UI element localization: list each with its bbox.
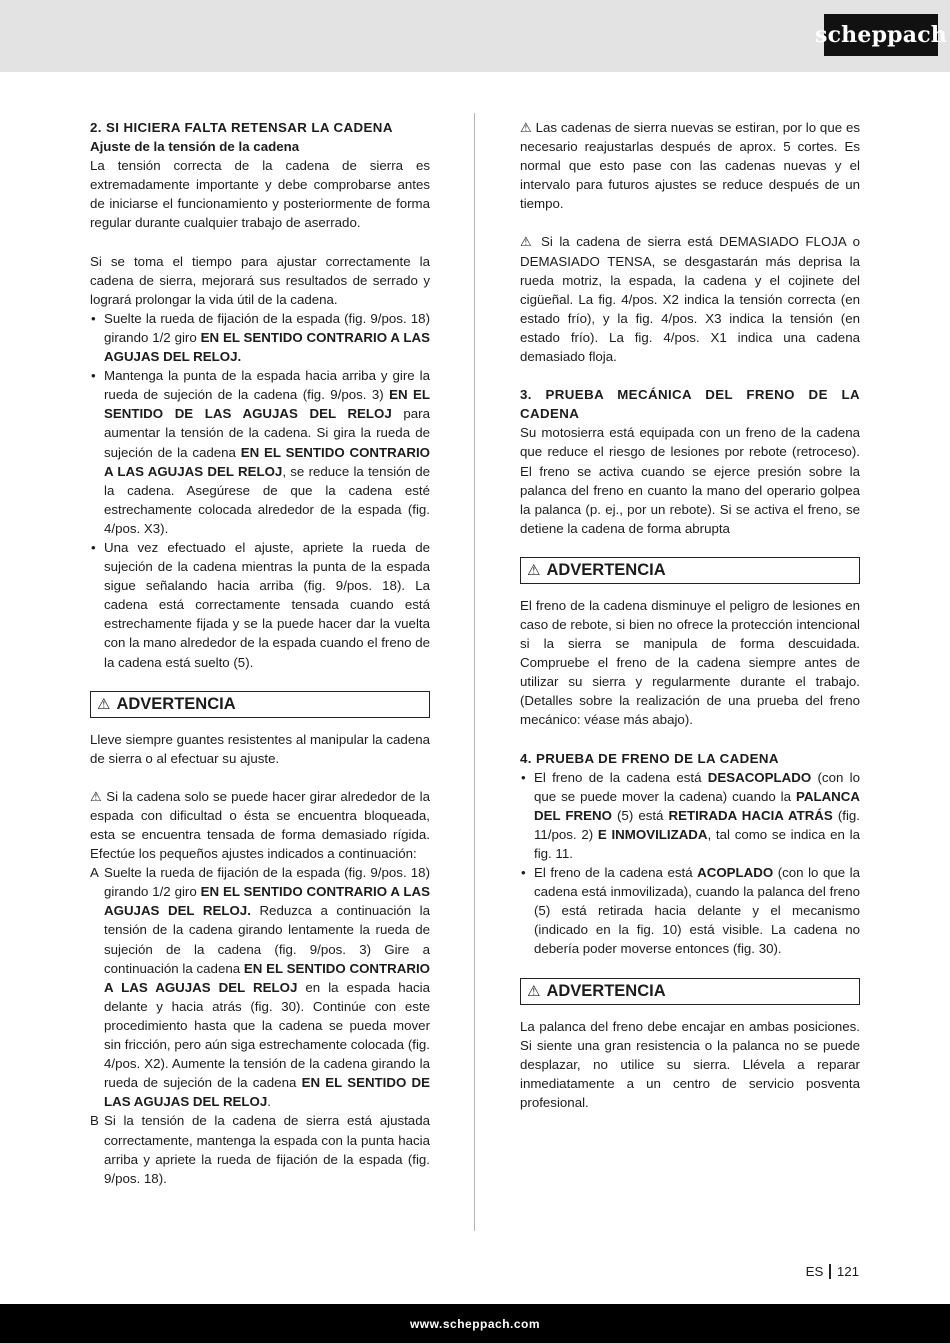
list-item: • Mantenga la punta de la espada hacia arriba y gire la rueda de sujeción de la cadena (fig. 9/pos. 3) EN EL SENTIDO DE LAS AGUJAS DEL RELOJ para aumentar la tensión de la cadena. Si gira la rueda de sujeción de la cadena EN EL SENTIDO CONTRARIO A LAS AGUJAS DEL RELOJ, se reduce la tensión de la cadena. Asegúrese de que la cadena esté estrechamente colocada alrededor de la espada (fig. 4/pos. X3).	[90, 366, 430, 538]
paragraph: ⚠ Si la cadena solo se puede hacer girar alrededor de la espada con dificultad o ésta se encuentra bloqueada, esta se encuentra tensada de forma demasiado rígida. Efectúe los pequeños ajustes indicados a continuación:	[90, 788, 431, 862]
section-3-title: 3. PRUEBA MECÁNICA DEL FRENO DE LA CADENA	[520, 387, 860, 422]
paragraph: Lleve siempre guantes resistentes al manipular la cadena de sierra o al efectuar su ajuste.	[90, 731, 430, 766]
right-column	[520, 118, 860, 1112]
section-2-subtitle: Ajuste de la tensión de la cadena	[90, 139, 300, 155]
paragraph: La tensión correcta de la cadena de sierra es extremadamente importante y debe comprobarse antes de iniciarse el funcionamiento y posteriormente de forma regular durante cualquier trabajo de aserrado.	[90, 158, 430, 231]
list-item: A Suelte la rueda de fijación de la espada (fig. 9/pos. 18) girando 1/2 giro EN EL SENTIDO CONTRARIO A LAS AGUJAS DEL RELOJ. Reduzca a continuación la tensión de la cadena girando lentamente la rueda de sujeción de la cadena (fig. 9/pos. 3) Gire a continuación la cadena EN EL SENTIDO CONTRARIO A LAS AGUJAS DEL RELOJ en la espada hacia delante y hacia atrás (fig. 30). Continúe con este procedimiento hasta que la cadena se pueda mover sin fricción, pero aún siga estrechamente colocada (fig. 4/pos. X2). Aumente la tensión de la cadena girando la rueda de sujeción de la cadena EN EL SENTIDO DE LAS AGUJAS DEL RELOJ.	[90, 865, 430, 1110]
warning-icon: ⚠	[520, 120, 532, 135]
list-item: • Una vez efectuado el ajuste, apriete la rueda de sujeción de la cadena mientras la punta de la espada sigue señalando hacia arriba (fig. 9/pos. 18). La cadena está correctamente tensada cuando está estrechamente fijada y se la puede hacer dar la vuelta con la mano alrededor de la espada cuando el freno de la cadena está suelto (5).	[90, 538, 430, 672]
page-number: ES 121	[805, 1264, 859, 1279]
warning-icon: ⚠	[97, 695, 111, 713]
header-band	[0, 0, 950, 72]
warning-icon: ⚠	[90, 788, 103, 804]
warning-box: ⚠ ADVERTENCIA	[90, 691, 430, 718]
paragraph: ⚠ Las cadenas de sierra nuevas se estiran, por lo que es necesario reajustarlas después de aprox. 5 cortes. Es normal que esto pase con las cadenas nuevas y el intervalo para futuros ajustes se reduce después de un tiempo.	[520, 120, 860, 212]
footer-bar	[0, 1304, 950, 1343]
website-link[interactable]: www.scheppach.com	[409, 1316, 541, 1331]
paragraph: La palanca del freno debe encajar en ambas posiciones. Si siente una gran resistencia o la palanca no se puede desplazar, no utilice su sierra. Llévela a reparar inmediatamente a un centro de servicio posventa profesional.	[520, 1018, 860, 1110]
warning-box: ⚠ ADVERTENCIA	[520, 978, 860, 1005]
section-4-title: 4. PRUEBA DE FRENO DE LA CADENA	[520, 750, 779, 766]
bullet-list	[520, 768, 860, 959]
warning-icon: ⚠	[527, 561, 541, 579]
warning-icon: ⚠	[527, 982, 541, 1000]
bullet-list	[90, 309, 430, 672]
column-divider	[474, 113, 475, 1231]
warning-icon: ⚠	[520, 234, 535, 250]
list-item: • Suelte la rueda de fijación de la espada (fig. 9/pos. 18) girando 1/2 giro EN EL SENTIDO CONTRARIO A LAS AGUJAS DEL RELOJ.	[90, 309, 430, 366]
brand-logo: scheppach	[824, 14, 938, 56]
list-item: B Si la tensión de la cadena de sierra está ajustada correctamente, mantenga la espada con la punta hacia arriba y apriete la rueda de fijación de la espada (fig. 9/pos. 18).	[90, 1113, 430, 1186]
warning-box: ⚠ ADVERTENCIA	[520, 557, 860, 584]
lettered-list	[90, 863, 430, 1188]
left-column	[90, 118, 430, 1188]
paragraph: Si se toma el tiempo para ajustar correctamente la cadena de sierra, mejorará sus resultados de serrado y logrará prolongar la vida útil de la cadena.	[90, 253, 430, 307]
list-item: • El freno de la cadena está DESACOPLADO (con lo que se puede mover la cadena) cuando la PALANCA DEL FRENO (5) está RETIRADA HACIA ATRÁS (fig. 11/pos. 2) E INMOVILIZADA, tal como se indica en la fig. 11.	[520, 768, 860, 863]
list-item: • El freno de la cadena está ACOPLADO (con lo que la cadena está inmovilizada), cuando la palanca del freno (5) está retirada hacia delante y el mecanismo (indicado en la fig. 10) está visible. La cadena no debería poder moverse entonces (fig. 30).	[520, 863, 860, 958]
section-2-title: 2. SI HICIERA FALTA RETENSAR LA CADENA	[90, 120, 393, 135]
paragraph: El freno de la cadena disminuye el peligro de lesiones en caso de rebote, si bien no ofrece la protección intencional si la sierra se manipula de forma descuidada. Compruebe el freno de la cadena siempre antes de utilizar su sierra y regularmente durante el trabajo. (Detalles sobre la realización de una prueba del freno mecánico: véase más abajo).	[520, 597, 860, 728]
paragraph: Su motosierra está equipada con un freno de la cadena que reduce el riesgo de lesiones por rebote (retroceso). El freno se activa cuando se ejerce presión sobre la palanca del freno en cuanto la mano del operario golpea la palanca (p. ej., por un rebote). Si se activa el freno, se detiene la cadena de forma abrupta	[520, 425, 860, 536]
paragraph: ⚠ Si la cadena de sierra está DEMASIADO FLOJA o DEMASIADO TENSA, se desgastarán más deprisa la rueda motriz, la espada, la cadena y el cojinete del cigüeñal. La fig. 4/pos. X2 indica la tensión correcta (en estado frío), y la fig. 4/pos. X3 indica la tensión (en estado frío). La fig. 4/pos. X1 indica una cadena demasiado floja.	[520, 234, 860, 365]
